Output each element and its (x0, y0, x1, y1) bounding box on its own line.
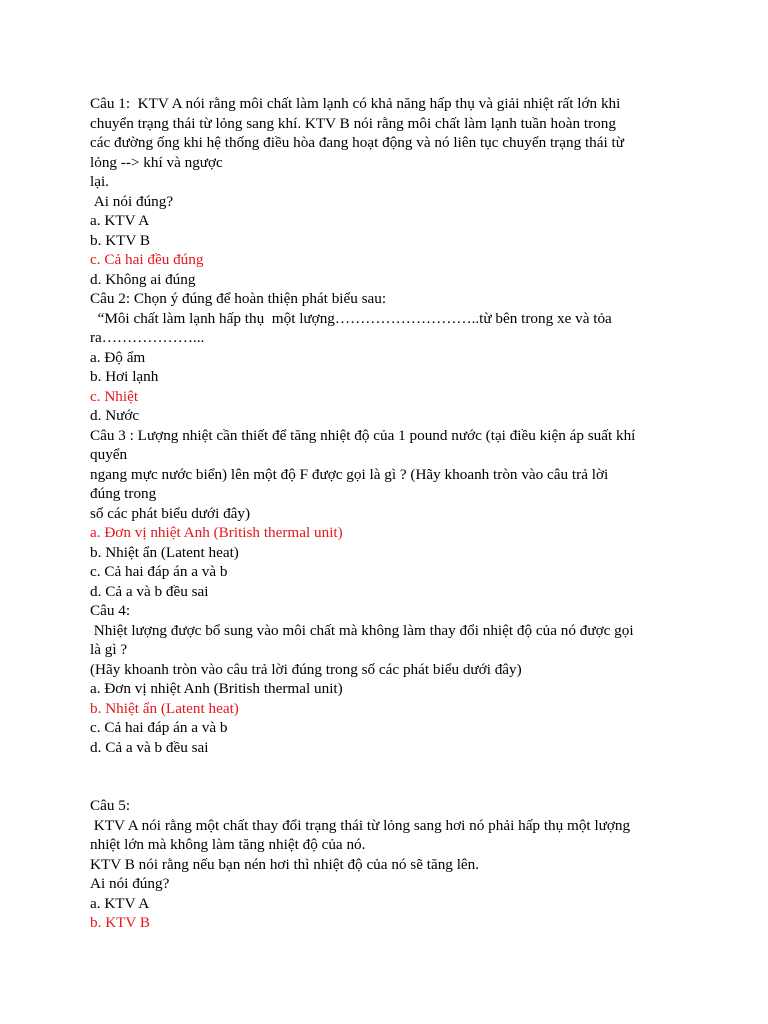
question-1-prompt: Ai nói đúng? (90, 192, 174, 210)
question-2-option-c-correct: c. Nhiệt (90, 387, 139, 405)
question-4-text-line: (Hãy khoanh tròn vào câu trả lời đúng trong số các phát biểu dưới đây) (90, 660, 522, 678)
question-1-option-d: d. Không ai đúng (90, 270, 196, 288)
question-5-text-line: nhiệt lớn mà không làm tăng nhiệt độ của nó. (90, 836, 366, 853)
question-2 (90, 289, 685, 426)
question-3-option-d: d. Cả a và b đều sai (90, 582, 209, 600)
question-1-text-line: Câu 1: KTV A nói rằng môi chất làm lạnh có khả năng hấp thụ và giải nhiệt rất lớn khi (90, 95, 621, 112)
question-4-text-line: là gì ? (90, 641, 128, 658)
question-3-option-b: b. Nhiệt ẩn (Latent heat) (90, 543, 239, 561)
question-2-option-a: a. Độ ẩm (90, 348, 146, 366)
question-3-text-line: đúng trong (90, 485, 157, 502)
question-5-option-b-correct: b. KTV B (90, 914, 151, 931)
question-5-text-line: Câu 5: (90, 797, 131, 814)
question-5-text-line: KTV B nói rằng nếu bạn nén hơi thì nhiệt độ của nó sẽ tăng lên. (90, 855, 480, 873)
question-4 (90, 601, 685, 757)
document-page (90, 94, 685, 933)
question-2-text-line: “Môi chất làm lạnh hấp thụ một lượng………………………..từ bên trong xe và tỏa (90, 309, 612, 327)
question-5 (90, 796, 685, 933)
question-1 (90, 94, 685, 289)
question-2-text-line: Câu 2: Chọn ý đúng để hoàn thiện phát biểu sau: (90, 290, 387, 307)
question-1-text-line: lại. (90, 173, 109, 190)
question-4-option-b-correct: b. Nhiệt ẩn (Latent heat) (90, 699, 239, 717)
question-2-option-b: b. Hơi lạnh (90, 368, 159, 385)
question-1-option-a: a. KTV A (90, 212, 150, 229)
question-1-text-line: chuyển trạng thái từ lỏng sang khí. KTV B nói rằng môi chất làm lạnh tuần hoàn trong (90, 114, 616, 132)
question-5-option-a: a. KTV A (90, 894, 150, 912)
question-3-text-line: quyển (90, 446, 128, 463)
question-4-text-line: Câu 4: (90, 602, 131, 619)
question-5-prompt: Ai nói đúng? (90, 875, 170, 892)
question-4-option-d: d. Cả a và b đều sai (90, 738, 209, 756)
question-1-text-line: các đường ống khi hệ thống điều hòa đang hoạt động và nó liên tục chuyển trạng thái từ (90, 134, 624, 151)
question-4-option-c: c. Cả hai đáp án a và b (90, 719, 228, 736)
question-3 (90, 426, 685, 602)
question-2-option-d: d. Nước (90, 407, 140, 424)
question-3-text-line: số các phát biểu dưới đây) (90, 504, 251, 522)
question-3-option-c: c. Cả hai đáp án a và b (90, 563, 228, 580)
question-5-text-line: KTV A nói rằng một chất thay đổi trạng thái từ lỏng sang hơi nó phải hấp thụ một lượng (90, 816, 631, 834)
blank-line (90, 777, 685, 797)
question-1-option-c-correct: c. Cả hai đều đúng (90, 251, 204, 268)
question-4-text-line: Nhiệt lượng được bổ sung vào môi chất mà không làm thay đổi nhiệt độ của nó được gọi (90, 621, 634, 639)
question-3-option-a-correct: a. Đơn vị nhiệt Anh (British thermal unit) (90, 524, 343, 541)
question-4-option-a: a. Đơn vị nhiệt Anh (British thermal unit) (90, 680, 343, 697)
question-2-text-line: ra………………... (90, 329, 205, 346)
question-3-text-line: Câu 3 : Lượng nhiệt cần thiết để tăng nhiệt độ của 1 pound nước (tại điều kiện áp suất khí (90, 426, 636, 444)
question-1-text-line: lỏng --> khí và ngược (90, 153, 223, 171)
blank-line (90, 757, 685, 777)
question-1-option-b: b. KTV B (90, 231, 151, 249)
question-3-text-line: ngang mực nước biển) lên một độ F được gọi là gì ? (Hãy khoanh tròn vào câu trả lời (90, 465, 609, 483)
